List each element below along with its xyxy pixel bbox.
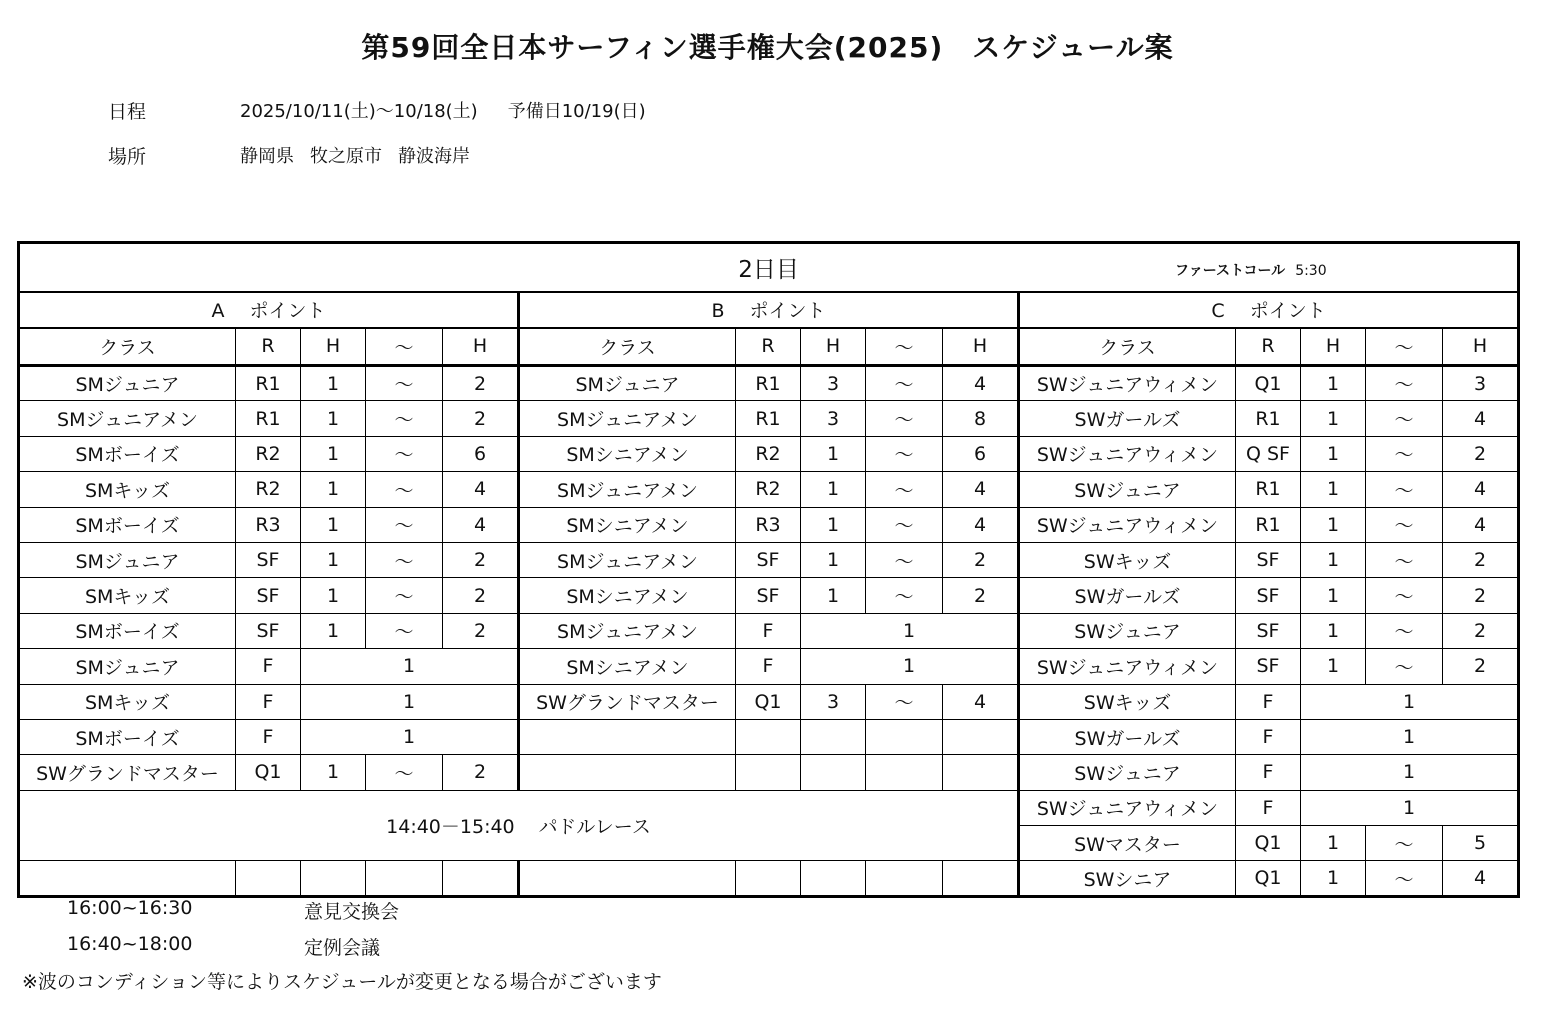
class-cell: SWガールズ [1019,401,1236,436]
schedule-table [17,241,1520,898]
round-cell: Q SF [1236,436,1301,471]
heat-count-cell: 1 [801,613,1019,648]
heat-count-cell: 1 [801,649,1019,684]
footer-item1-label: 意見交換会 [304,901,400,923]
heat-from-cell: 1 [1301,613,1366,648]
col-heat-from-header: H [1301,328,1366,366]
heat-to-cell: 2 [1443,578,1519,613]
class-cell: SMボーイズ [19,507,236,542]
class-cell: SWジュニアウィメン [1019,507,1236,542]
class-cell: SMボーイズ [19,719,236,754]
class-cell: SMシニアメン [519,649,736,684]
table-row [19,472,1519,507]
col-round-header: R [736,328,801,366]
tilde-cell: ～ [366,507,443,542]
heat-to-cell: 2 [1443,649,1519,684]
class-cell: SMジュニア [19,649,236,684]
tilde-cell: ～ [866,684,943,719]
empty-cell [736,755,801,790]
table-row [19,507,1519,542]
class-cell: SWシニア [1019,861,1236,896]
class-cell: SMシニアメン [519,578,736,613]
heat-to-cell: 4 [1443,401,1519,436]
heat-to-cell: 4 [1443,472,1519,507]
round-cell: F [736,613,801,648]
class-cell: SWジュニアウィメン [1019,790,1236,825]
round-cell: F [1236,684,1301,719]
col-heat-to-header: H [943,328,1019,366]
heat-from-cell: 1 [301,436,366,471]
tilde-cell: ～ [366,613,443,648]
place-value-line [240,142,470,168]
class-cell: SMジュニア [19,542,236,577]
tilde-cell: ～ [1366,613,1443,648]
empty-cell [866,861,943,896]
round-cell: SF [236,613,301,648]
empty-cell [519,861,736,896]
heat-to-cell: 4 [943,684,1019,719]
tilde-cell: ～ [366,578,443,613]
round-cell: R3 [736,507,801,542]
heat-from-cell: 1 [1301,472,1366,507]
paddle-race-label: パドルレース [538,816,651,839]
empty-cell [301,861,366,896]
empty-cell [943,861,1019,896]
round-cell: Q1 [1236,826,1301,861]
tilde-cell: ～ [866,578,943,613]
heat-from-cell: 1 [301,542,366,577]
class-cell: SWグランドマスター [519,684,736,719]
date-value: 2025/10/11(土)～10/18(土) [240,101,478,122]
table-row [19,328,1519,366]
round-cell: F [1236,755,1301,790]
class-cell: SMジュニアメン [519,472,736,507]
empty-cell [943,719,1019,754]
heat-count-cell: 1 [301,719,519,754]
round-cell: F [1236,719,1301,754]
empty-cell [19,861,236,896]
heat-from-cell: 1 [1301,436,1366,471]
tilde-cell: ～ [1366,401,1443,436]
footer-item1-time: 16:00~16:30 [67,897,193,919]
col-class-header: クラス [519,328,736,366]
round-cell: SF [736,542,801,577]
table-row [19,755,1519,790]
tilde-cell: ～ [866,366,943,401]
heat-from-cell: 1 [801,507,866,542]
heat-from-cell: 1 [301,755,366,790]
heat-to-cell: 2 [943,542,1019,577]
round-cell: R3 [236,507,301,542]
tilde-cell: ～ [1366,542,1443,577]
heat-from-cell: 1 [1301,507,1366,542]
heat-from-cell: 3 [801,684,866,719]
table-row [19,684,1519,719]
class-cell: SMシニアメン [519,436,736,471]
place-beach: 静波海岸 [398,146,470,167]
empty-cell [866,719,943,754]
heat-from-cell: 1 [301,578,366,613]
tilde-cell: ～ [366,401,443,436]
round-cell: SF [1236,578,1301,613]
round-cell: F [1236,790,1301,825]
round-cell: R2 [236,472,301,507]
class-cell: SMジュニアメン [519,542,736,577]
heat-from-cell: 1 [1301,401,1366,436]
heat-from-cell: 1 [1301,366,1366,401]
col-tilde-header: ～ [866,328,943,366]
class-cell: SWキッズ [1019,684,1236,719]
heat-from-cell: 1 [1301,578,1366,613]
empty-cell [801,755,866,790]
col-heat-from-header: H [801,328,866,366]
empty-cell [736,719,801,754]
round-cell: R1 [1236,401,1301,436]
col-class-header: クラス [1019,328,1236,366]
col-tilde-header: ～ [1366,328,1443,366]
class-cell: SWジュニア [1019,472,1236,507]
empty-cell [801,719,866,754]
round-cell: SF [1236,613,1301,648]
heat-to-cell: 2 [1443,542,1519,577]
class-cell: SWキッズ [1019,542,1236,577]
tilde-cell: ～ [1366,861,1443,896]
empty-cell [236,861,301,896]
heat-from-cell: 1 [1301,649,1366,684]
round-cell: SF [236,542,301,577]
class-cell: SWジュニア [1019,613,1236,648]
tilde-cell: ～ [1366,578,1443,613]
class-cell: SWジュニアウィメン [1019,436,1236,471]
round-cell: F [236,719,301,754]
heat-to-cell: 2 [443,366,519,401]
col-round-header: R [1236,328,1301,366]
heat-from-cell: 1 [301,401,366,436]
heat-to-cell: 3 [1443,366,1519,401]
round-cell: R1 [736,366,801,401]
round-cell: Q1 [236,755,301,790]
table-row [19,719,1519,754]
tilde-cell: ～ [366,366,443,401]
table-row [19,613,1519,648]
empty-cell [519,755,736,790]
empty-cell [801,861,866,896]
class-cell: SWマスター [1019,826,1236,861]
class-cell: SMジュニアメン [519,401,736,436]
heat-to-cell: 4 [443,472,519,507]
empty-cell [519,719,736,754]
heat-to-cell: 4 [943,507,1019,542]
footer-note: ※波のコンディション等によりスケジュールが変更となる場合がございます [22,971,662,993]
tilde-cell: ～ [1366,472,1443,507]
reserve-date: 予備日10/19(日) [507,101,646,122]
tilde-cell: ～ [366,436,443,471]
tilde-cell: ～ [1366,826,1443,861]
col-heat-to-header: H [1443,328,1519,366]
date-value-line [240,97,646,123]
date-label: 日程 [108,101,147,123]
empty-cell [736,861,801,896]
heat-to-cell: 6 [443,436,519,471]
first-call-time: 5:30 [1295,263,1327,279]
heat-from-cell: 1 [301,366,366,401]
round-cell: R1 [1236,507,1301,542]
heat-to-cell: 4 [443,507,519,542]
heat-from-cell: 1 [801,436,866,471]
tilde-cell: ～ [366,755,443,790]
heat-from-cell: 1 [801,578,866,613]
table-row [19,401,1519,436]
heat-count-cell: 1 [1301,755,1519,790]
round-cell: R2 [236,436,301,471]
day-title: 2日目 [738,256,799,283]
heat-to-cell: 2 [443,755,519,790]
round-cell: R1 [736,401,801,436]
heat-to-cell: 8 [943,401,1019,436]
tilde-cell: ～ [366,542,443,577]
heat-from-cell: 1 [801,472,866,507]
round-cell: Q1 [1236,861,1301,896]
class-cell: SMジュニアメン [519,613,736,648]
round-cell: F [736,649,801,684]
class-cell: SMジュニアメン [19,401,236,436]
heat-to-cell: 4 [1443,861,1519,896]
round-cell: R2 [736,472,801,507]
table-row [19,790,1519,825]
class-cell: SMキッズ [19,684,236,719]
footer-item2-label: 定例会議 [304,937,381,959]
col-heat-from-header: H [301,328,366,366]
round-cell: R1 [1236,472,1301,507]
round-cell: R1 [236,366,301,401]
class-cell: SWガールズ [1019,578,1236,613]
place-label: 場所 [108,146,147,168]
heat-from-cell: 1 [301,472,366,507]
heat-to-cell: 4 [943,366,1019,401]
table-row [19,861,1519,896]
empty-cell [443,861,519,896]
tilde-cell: ～ [866,472,943,507]
tilde-cell: ～ [866,542,943,577]
col-heat-to-header: H [443,328,519,366]
heat-from-cell: 3 [801,366,866,401]
heat-from-cell: 1 [1301,826,1366,861]
heat-to-cell: 4 [943,472,1019,507]
class-cell: SMキッズ [19,578,236,613]
heat-from-cell: 1 [1301,861,1366,896]
point-b-header: B ポイント [519,292,1019,328]
first-call-label: ファーストコール [1175,263,1286,279]
point-c-header: C ポイント [1019,292,1519,328]
heat-from-cell: 3 [801,401,866,436]
footer-item2-time: 16:40~18:00 [67,933,193,955]
round-cell: SF [736,578,801,613]
round-cell: R1 [236,401,301,436]
class-cell: SWグランドマスター [19,755,236,790]
table-row [19,649,1519,684]
heat-to-cell: 2 [443,542,519,577]
class-cell: SMキッズ [19,472,236,507]
heat-to-cell: 6 [943,436,1019,471]
class-cell: SWジュニア [1019,755,1236,790]
round-cell: F [236,649,301,684]
round-cell: Q1 [736,684,801,719]
round-cell: SF [236,578,301,613]
table-row [19,243,1519,292]
heat-count-cell: 1 [301,649,519,684]
heat-to-cell: 4 [1443,507,1519,542]
class-cell: SMボーイズ [19,436,236,471]
tilde-cell: ～ [1366,436,1443,471]
tilde-cell: ～ [866,401,943,436]
paddle-race-cell [19,790,1019,861]
heat-from-cell: 1 [301,507,366,542]
place-pref: 静岡県 [240,146,294,167]
table-row [19,436,1519,471]
empty-cell [943,755,1019,790]
point-a-header: A ポイント [19,292,519,328]
class-cell: SMボーイズ [19,613,236,648]
heat-to-cell: 2 [443,613,519,648]
table-row [19,542,1519,577]
heat-count-cell: 1 [1301,790,1519,825]
tilde-cell: ～ [1366,649,1443,684]
class-cell: SWガールズ [1019,719,1236,754]
table-row [19,578,1519,613]
class-cell: SMジュニア [19,366,236,401]
heat-from-cell: 1 [301,613,366,648]
class-cell: SWジュニアウィメン [1019,649,1236,684]
heat-count-cell: 1 [301,684,519,719]
page-title: 第59回全日本サーフィン選手権大会(2025) スケジュール案 [361,31,1174,64]
day-header [19,243,1519,292]
heat-to-cell: 2 [943,578,1019,613]
empty-cell [866,755,943,790]
col-class-header: クラス [19,328,236,366]
first-call [1175,260,1327,280]
round-cell: Q1 [1236,366,1301,401]
class-cell: SMシニアメン [519,507,736,542]
tilde-cell: ～ [866,436,943,471]
tilde-cell: ～ [1366,507,1443,542]
place-city: 牧之原市 [310,146,382,167]
heat-from-cell: 1 [801,542,866,577]
tilde-cell: ～ [866,507,943,542]
col-round-header: R [236,328,301,366]
round-cell: F [236,684,301,719]
class-cell: SMジュニア [519,366,736,401]
heat-count-cell: 1 [1301,684,1519,719]
empty-cell [366,861,443,896]
tilde-cell: ～ [366,472,443,507]
tilde-cell: ～ [1366,366,1443,401]
table-row [19,366,1519,401]
round-cell: SF [1236,542,1301,577]
heat-to-cell: 2 [1443,613,1519,648]
heat-to-cell: 2 [443,401,519,436]
round-cell: R2 [736,436,801,471]
heat-count-cell: 1 [1301,719,1519,754]
class-cell: SWジュニアウィメン [1019,366,1236,401]
heat-to-cell: 5 [1443,826,1519,861]
table-row [19,292,1519,328]
heat-from-cell: 1 [1301,542,1366,577]
round-cell: SF [1236,649,1301,684]
col-tilde-header: ～ [366,328,443,366]
paddle-race-time: 14:40－15:40 [386,816,515,839]
heat-to-cell: 2 [443,578,519,613]
heat-to-cell: 2 [1443,436,1519,471]
